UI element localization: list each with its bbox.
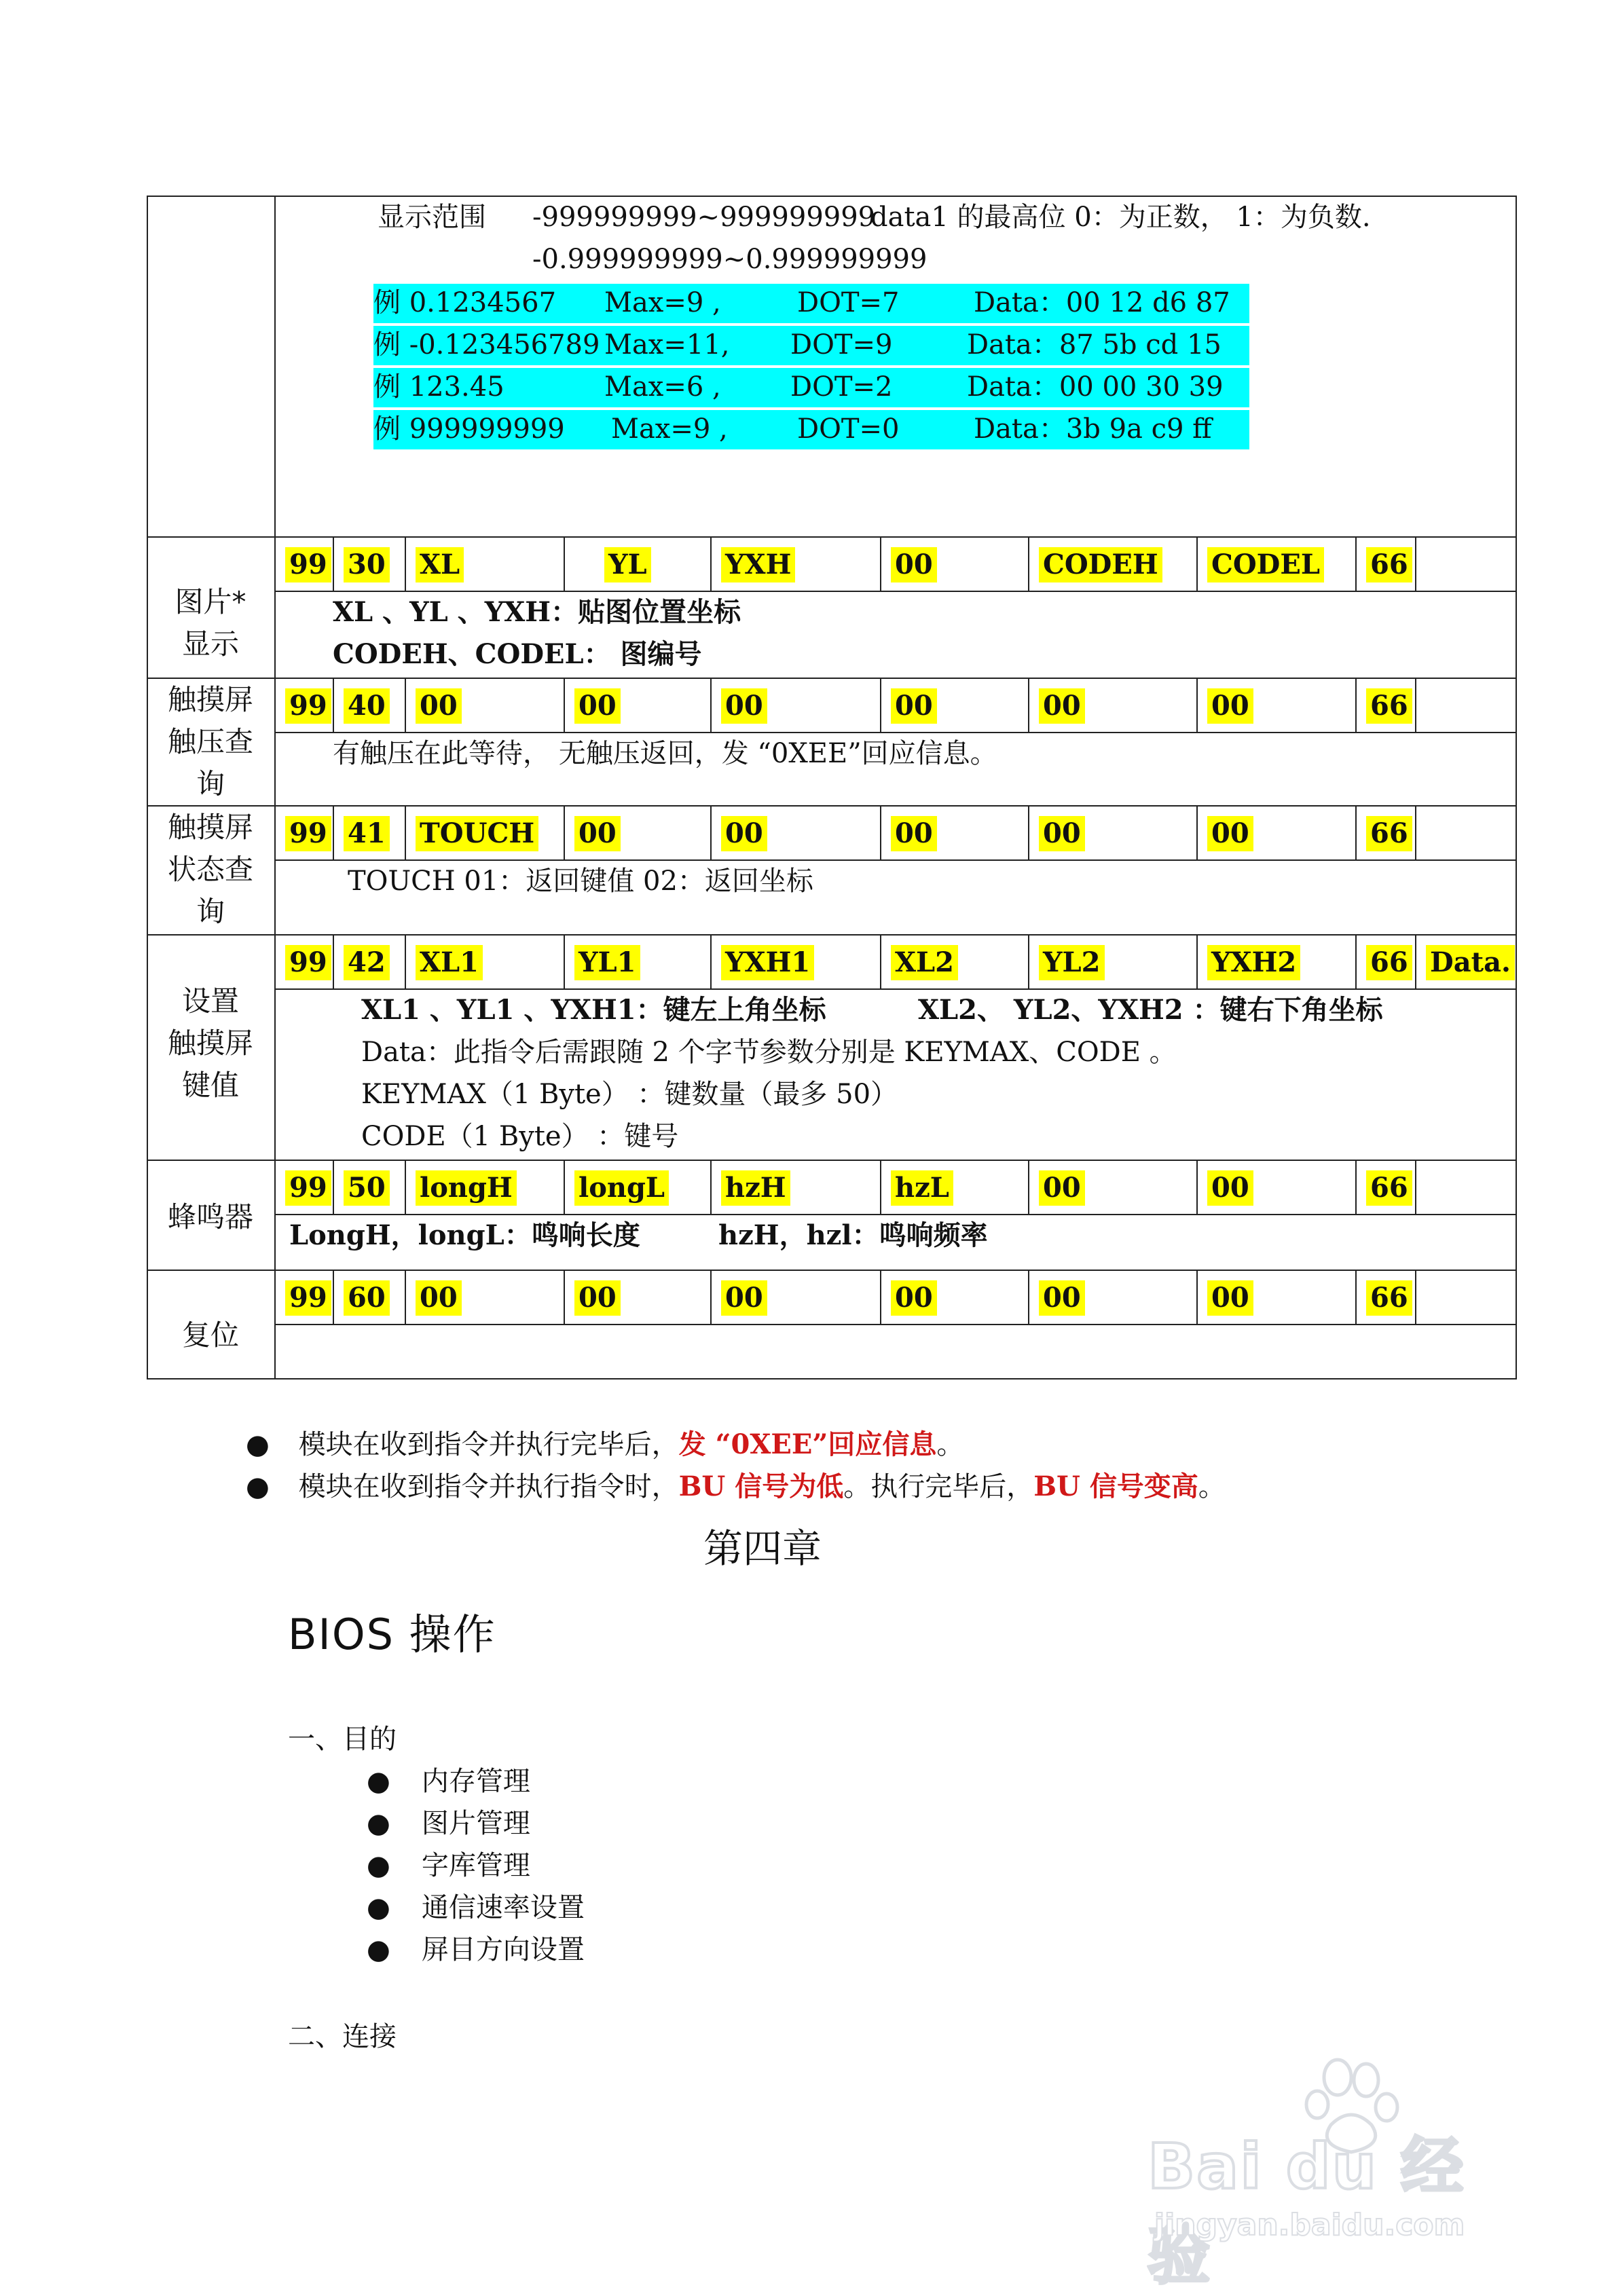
cell-divider (1415, 1270, 1416, 1324)
cmd-cell-head: 99 (285, 1170, 331, 1206)
cell-divider (1355, 934, 1357, 988)
cmd-cell-cmd: 42 (344, 945, 390, 980)
cell-divider (710, 805, 712, 859)
cell-divider (405, 536, 406, 591)
cell-divider (710, 1270, 712, 1324)
example-row: 例 0.1234567 Max=9 , DOT=7 Data：00 12 d6 87 (373, 284, 1249, 323)
cmd-cell-p1: XL1 (416, 945, 483, 980)
cmd-cell-p4: 00 (891, 1280, 937, 1316)
cell-divider (405, 934, 406, 988)
example-row: 例 123.45 Max=6 , DOT=2 Data：00 00 30 39 (373, 368, 1249, 407)
cell-divider (1028, 934, 1029, 988)
list-item: ● 字库管理 (367, 1850, 530, 1881)
cmd-cell-p6: 00 (1207, 1280, 1253, 1316)
cmd-cell-head: 99 (285, 945, 331, 980)
cmd-cell-cmd: 50 (344, 1170, 390, 1206)
cell-divider (1355, 1160, 1357, 1214)
cell-divider (333, 1160, 334, 1214)
cmd-cell-tail: 66 (1366, 1280, 1412, 1316)
cmd-cell-p1: 00 (416, 1280, 462, 1316)
bullet-icon: ● (367, 1892, 390, 1923)
cmd-cell-p5: CODEH (1039, 547, 1162, 582)
cell-divider (333, 805, 334, 859)
bullet-icon: ● (246, 1471, 270, 1502)
cell-divider (564, 805, 565, 859)
cmd-cell-p6: 00 (1207, 688, 1253, 724)
cmd-cell-head: 99 (285, 688, 331, 724)
cmd-label-touch-press: 触摸屏 触压查 询 (167, 683, 253, 800)
cell-divider (1196, 934, 1198, 988)
cell-divider (1028, 1160, 1029, 1214)
cell-divider (710, 1160, 712, 1214)
cell-divider (1355, 805, 1357, 859)
bullet-icon: ● (367, 1808, 390, 1839)
cmd-cell-p1: TOUCH (416, 816, 538, 851)
cmd-cell-p2: 00 (574, 688, 621, 724)
purpose-heading: 一、目的 (288, 1724, 397, 1755)
cmd-cell-cmd: 60 (344, 1280, 390, 1316)
cell-divider (1415, 536, 1416, 591)
cmd-cell-tail: 66 (1366, 1170, 1412, 1206)
example-row: 例 -0.123456789 Max=11, DOT=9 Data：87 5b cd 15 (373, 326, 1249, 365)
cell-divider (564, 934, 565, 988)
cmd-cell-tail: 66 (1366, 816, 1412, 851)
cell-divider (405, 1160, 406, 1214)
cell-divider (333, 678, 334, 732)
cmd-cell-tail: 66 (1366, 945, 1412, 980)
cmd-cell-p3: 00 (721, 816, 767, 851)
cell-divider (405, 805, 406, 859)
cmd-label-touch-status: 触摸屏 状态查 询 (167, 811, 253, 928)
cmd-cell-p2: YL (604, 547, 651, 582)
cmd-cell-cmd: 40 (344, 688, 390, 724)
range-label: 显示范围 (378, 202, 486, 233)
cell-divider (1196, 678, 1198, 732)
range-integer: -999999999~999999999 (532, 202, 876, 233)
cmd-cell-p2: YL1 (574, 945, 640, 980)
cell-divider (564, 536, 565, 591)
cmd-label-picture: 图片* 显示 (175, 585, 246, 661)
cell-divider (1196, 1160, 1198, 1214)
chapter-title: 第四章 (703, 1525, 822, 1572)
cmd-cell-p3: YXH (721, 547, 795, 582)
cell-divider (1028, 1270, 1029, 1324)
cmd-cell-p2: longL (574, 1170, 669, 1206)
cell-divider (1415, 934, 1416, 988)
cell-divider (405, 678, 406, 732)
cell-divider (880, 934, 881, 988)
cmd-cell-p3: 00 (721, 1280, 767, 1316)
cell-divider (1028, 536, 1029, 591)
cmd-cell-extra: Data. (1426, 945, 1515, 980)
cell-divider (1196, 805, 1198, 859)
cmd-label-reset: 复位 (181, 1318, 239, 1352)
cell-divider (1355, 1270, 1357, 1324)
cmd-cell-p6: 00 (1207, 816, 1253, 851)
cmd-cell-head: 99 (285, 547, 331, 582)
watermark-brand: Bai du 经验 (1147, 2130, 1465, 2293)
bullet-icon: ● (367, 1934, 390, 1965)
cmd-cell-p4: XL2 (891, 945, 958, 980)
cell-divider (1028, 678, 1029, 732)
sign-note: data1 的最高位 0：为正数， 1：为负数. (870, 202, 1371, 233)
cmd-cell-p4: 00 (891, 816, 937, 851)
cell-divider (333, 1270, 334, 1324)
cell-divider (1196, 536, 1198, 591)
cell-divider (564, 1270, 565, 1324)
cmd-cell-p1: 00 (416, 688, 462, 724)
cell-divider (1028, 805, 1029, 859)
cmd-cell-p3: YXH1 (721, 945, 814, 980)
bullet-icon: ● (246, 1429, 270, 1460)
bullet-icon: ● (367, 1766, 390, 1797)
cell-divider (880, 1160, 881, 1214)
cmd-cell-p2: 00 (574, 1280, 621, 1316)
cell-divider (880, 678, 881, 732)
cmd-cell-p6: CODEL (1207, 547, 1324, 582)
watermark-url: jingyan.baidu.com (1154, 2208, 1465, 2242)
cmd-cell-p5: 00 (1039, 1170, 1085, 1206)
list-item: ● 通信速率设置 (367, 1892, 585, 1923)
cell-divider (710, 934, 712, 988)
list-item: ● 内存管理 (367, 1766, 530, 1797)
cmd-cell-p4: 00 (891, 547, 937, 582)
cmd-cell-tail: 66 (1366, 547, 1412, 582)
cmd-cell-cmd: 41 (344, 816, 390, 851)
cell-divider (1355, 678, 1357, 732)
cmd-cell-tail: 66 (1366, 688, 1412, 724)
cell-divider (880, 536, 881, 591)
cmd-cell-p4: 00 (891, 688, 937, 724)
cell-divider (880, 805, 881, 859)
cell-divider (564, 1160, 565, 1214)
bullet-icon: ● (367, 1850, 390, 1881)
cmd-cell-p3: 00 (721, 688, 767, 724)
cmd-cell-p3: hzH (721, 1170, 790, 1206)
cmd-cell-p5: 00 (1039, 688, 1085, 724)
cmd-cell-p6: YXH2 (1207, 945, 1300, 980)
cell-divider (710, 536, 712, 591)
section-title: BIOS 操作 (288, 1610, 496, 1659)
connect-heading: 二、连接 (288, 2021, 397, 2052)
cmd-cell-p2: 00 (574, 816, 621, 851)
cmd-cell-p4: hzL (891, 1170, 953, 1206)
cell-divider (1415, 678, 1416, 732)
cmd-cell-p6: 00 (1207, 1170, 1253, 1206)
example-row: 例 999999999 Max=9 , DOT=0 Data：3b 9a c9 ff (373, 410, 1249, 449)
list-item: ● 屏目方向设置 (367, 1934, 585, 1965)
cmd-label-touch-key: 设置 触摸屏 键值 (167, 984, 253, 1102)
cell-divider (880, 1270, 881, 1324)
baidu-watermark (1147, 2050, 1528, 2293)
cell-divider (564, 678, 565, 732)
cell-divider (1196, 1270, 1198, 1324)
cmd-cell-p1: XL (416, 547, 464, 582)
cmd-cell-p5: YL2 (1039, 945, 1105, 980)
cell-divider (710, 678, 712, 732)
note-item: ● 模块在收到指令并执行指令时，BU 信号为低。执行完毕后，BU 信号变高。 (246, 1470, 1226, 1502)
list-item: ● 图片管理 (367, 1808, 530, 1839)
cmd-cell-cmd: 30 (344, 547, 390, 582)
cmd-cell-head: 99 (285, 1280, 331, 1316)
cell-divider (1415, 805, 1416, 859)
cmd-cell-p1: longH (416, 1170, 517, 1206)
cmd-cell-p5: 00 (1039, 1280, 1085, 1316)
cmd-cell-p5: 00 (1039, 816, 1085, 851)
cell-divider (1355, 536, 1357, 591)
cell-divider (405, 1270, 406, 1324)
note-item: ● 模块在收到指令并执行完毕后，发 “0XEE”回应信息。 (246, 1428, 964, 1460)
cell-divider (1415, 1160, 1416, 1214)
range-decimal: -0.999999999~0.999999999 (532, 244, 928, 275)
cmd-label-buzzer: 蜂鸣器 (167, 1200, 253, 1234)
cell-divider (333, 536, 334, 591)
cell-divider (333, 934, 334, 988)
cmd-cell-head: 99 (285, 816, 331, 851)
